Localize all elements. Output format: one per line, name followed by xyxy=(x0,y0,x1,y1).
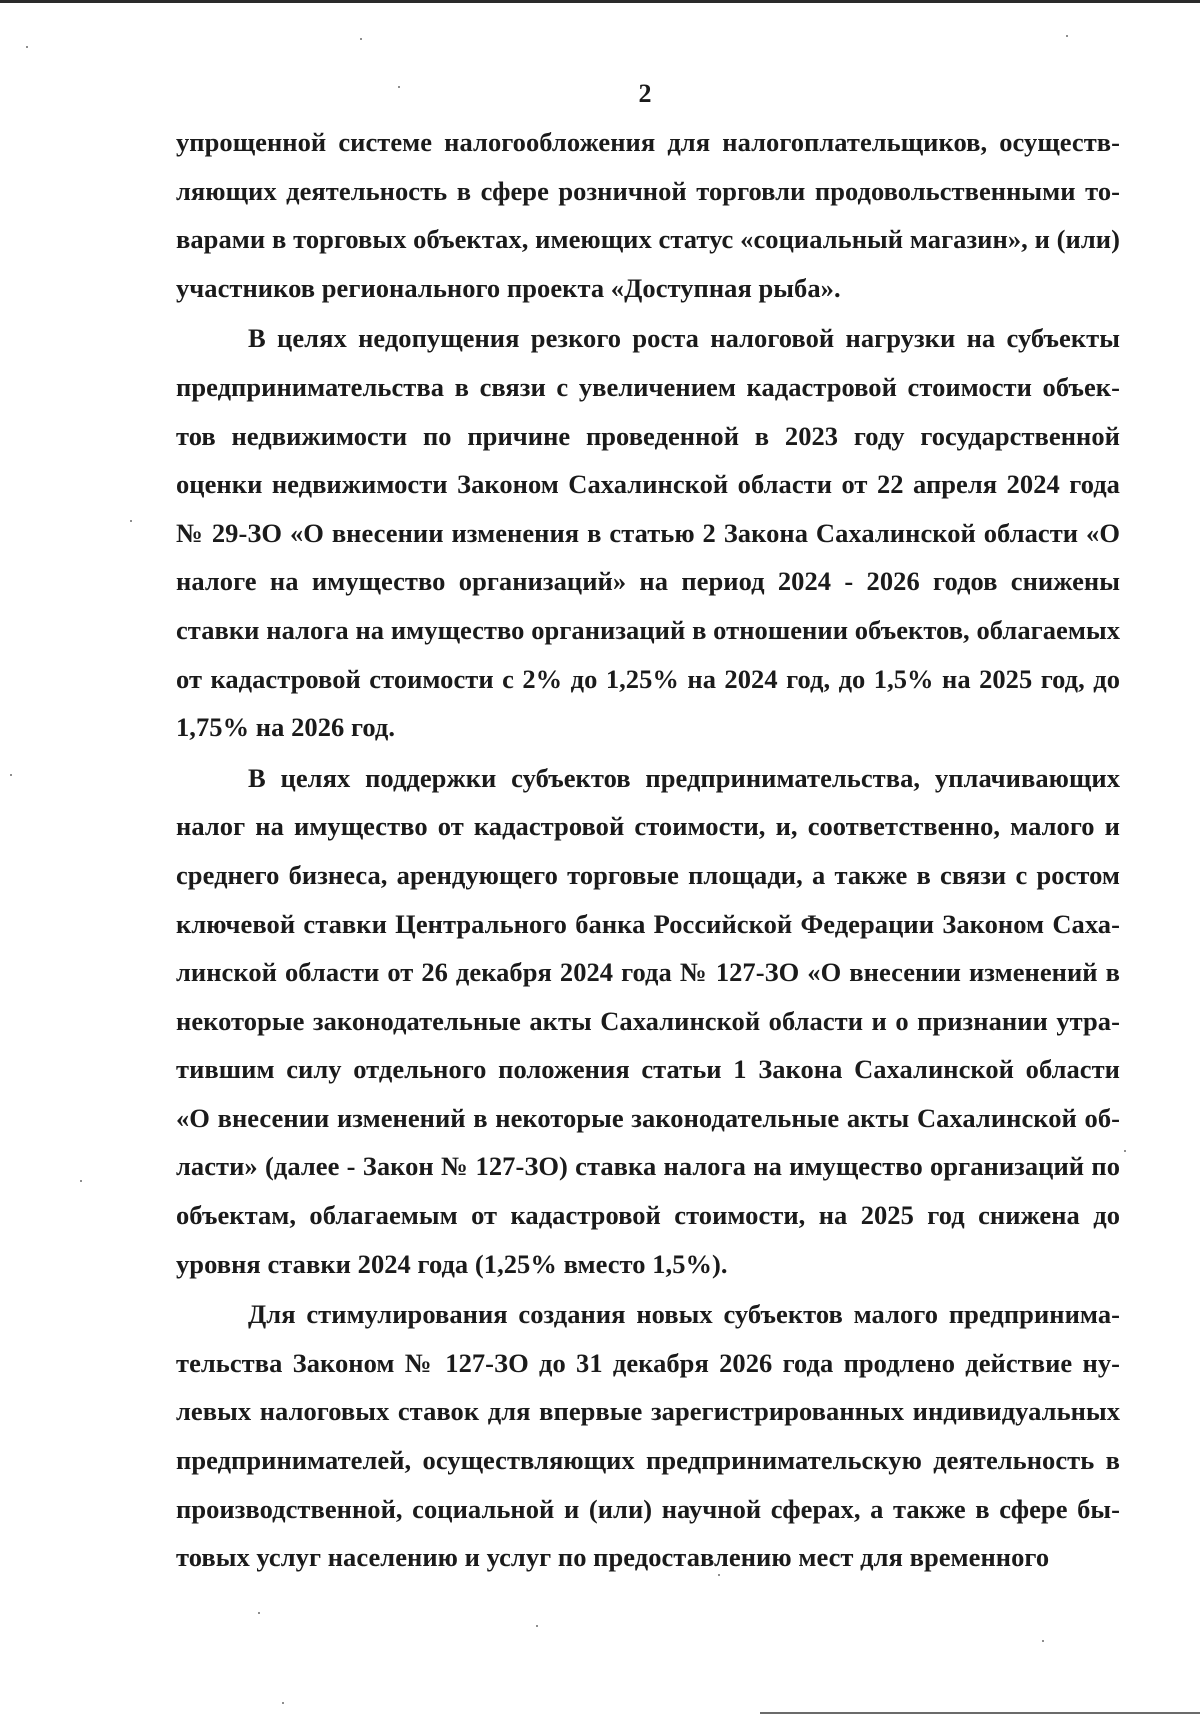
text-line: от кадастровой стоимости с 2% до 1,25% на 2024 год, до 1,5% на 2025 год, до xyxy=(176,663,1120,694)
text-line: участников регионального проекта «Доступная рыба». xyxy=(176,272,841,303)
scan-speck xyxy=(10,774,12,776)
text-line: товых услуг населению и услуг по предоставлению мест для временного xyxy=(176,1542,1050,1573)
scan-speck xyxy=(130,520,132,522)
scan-speck xyxy=(1124,1150,1126,1152)
text-line: уровня ставки 2024 года (1,25% вместо 1,5%). xyxy=(176,1248,728,1279)
text-line: объектам, облагаемым от кадастровой стоимости, на 2025 год снижена до xyxy=(176,1200,1120,1231)
scan-top-edge xyxy=(0,0,1200,3)
text-line: налог на имущество от кадастровой стоимости, и, соответственно, малого и xyxy=(176,811,1120,842)
text-line: 1,75% на 2026 год. xyxy=(176,712,396,743)
paragraph xyxy=(176,314,1120,751)
paragraph xyxy=(176,118,1120,312)
text-line: налоге на имущество организаций» на период 2024 - 2026 годов снижены xyxy=(176,566,1120,597)
text-line: предпринимательства в связи с увеличением кадастровой стоимости объек- xyxy=(176,371,1120,402)
scan-speck xyxy=(1066,35,1068,37)
text-line: некоторые законодательные акты Сахалинской области и о признании утра- xyxy=(176,1005,1120,1036)
scan-speck xyxy=(398,86,400,88)
text-line: В целях поддержки субъектов предпринимательства, уплачивающих xyxy=(248,762,1120,793)
text-line: ключевой ставки Центрального банка Российской Федерации Законом Саха- xyxy=(176,908,1120,939)
text-line: среднего бизнеса, арендующего торговые площади, а также в связи с ростом xyxy=(176,859,1120,890)
text-line: Для стимулирования создания новых субъектов малого предпринима- xyxy=(248,1299,1120,1330)
text-line: тов недвижимости по причине проведенной в 2023 году государственной xyxy=(176,420,1120,451)
scan-speck xyxy=(718,1574,720,1576)
text-line: варами в торговых объектах, имеющих статус «социальный магазин», и (или) xyxy=(176,224,1120,255)
text-line: ляющих деятельность в сфере розничной торговли продовольственными то- xyxy=(176,175,1120,206)
scan-speck xyxy=(360,38,362,40)
scan-speck xyxy=(536,1625,538,1627)
page-number: 2 xyxy=(638,79,652,108)
text-line: оценки недвижимости Законом Сахалинской области от 22 апреля 2024 года xyxy=(176,469,1120,500)
scan-speck xyxy=(26,46,28,48)
paragraph xyxy=(176,1290,1120,1582)
text-line: упрощенной системе налогообложения для налогоплательщиков, осуществ- xyxy=(176,127,1120,157)
scan-speck xyxy=(1042,1640,1044,1642)
scan-speck xyxy=(282,1702,284,1704)
scan-speck xyxy=(258,1612,260,1614)
paragraph xyxy=(176,754,1120,1289)
scan-speck xyxy=(80,1180,82,1182)
text-line: ставки налога на имущество организаций в отношении объектов, облагаемых xyxy=(176,614,1120,645)
text-line: левых налоговых ставок для впервые зарегистрированных индивидуальных xyxy=(176,1396,1120,1427)
text-line: производственной, социальной и (или) научной сферах, а также в сфере бы- xyxy=(176,1493,1120,1524)
document-body xyxy=(176,118,1120,1582)
text-line: тившим силу отдельного положения статьи 1 Закона Сахалинской области xyxy=(176,1054,1120,1085)
text-line: № 29-ЗО «О внесении изменения в статью 2 Закона Сахалинской области «О xyxy=(176,517,1120,548)
text-line: ласти» (далее - Закон № 127-ЗО) ставка налога на имущество организаций по xyxy=(176,1151,1120,1182)
text-line: «О внесении изменений в некоторые законодательные акты Сахалинской об- xyxy=(176,1102,1120,1133)
text-line: тельства Законом № 127-ЗО до 31 декабря 2026 года продлено действие ну- xyxy=(176,1347,1120,1378)
text-line: линской области от 26 декабря 2024 года № 127-ЗО «О внесении изменений в xyxy=(176,957,1120,988)
text-line: предпринимателей, осуществляющих предпринимательскую деятельность в xyxy=(176,1445,1120,1476)
scan-bottom-edge xyxy=(760,1712,1200,1714)
text-line: В целях недопущения резкого роста налоговой нагрузки на субъекты xyxy=(248,323,1120,354)
